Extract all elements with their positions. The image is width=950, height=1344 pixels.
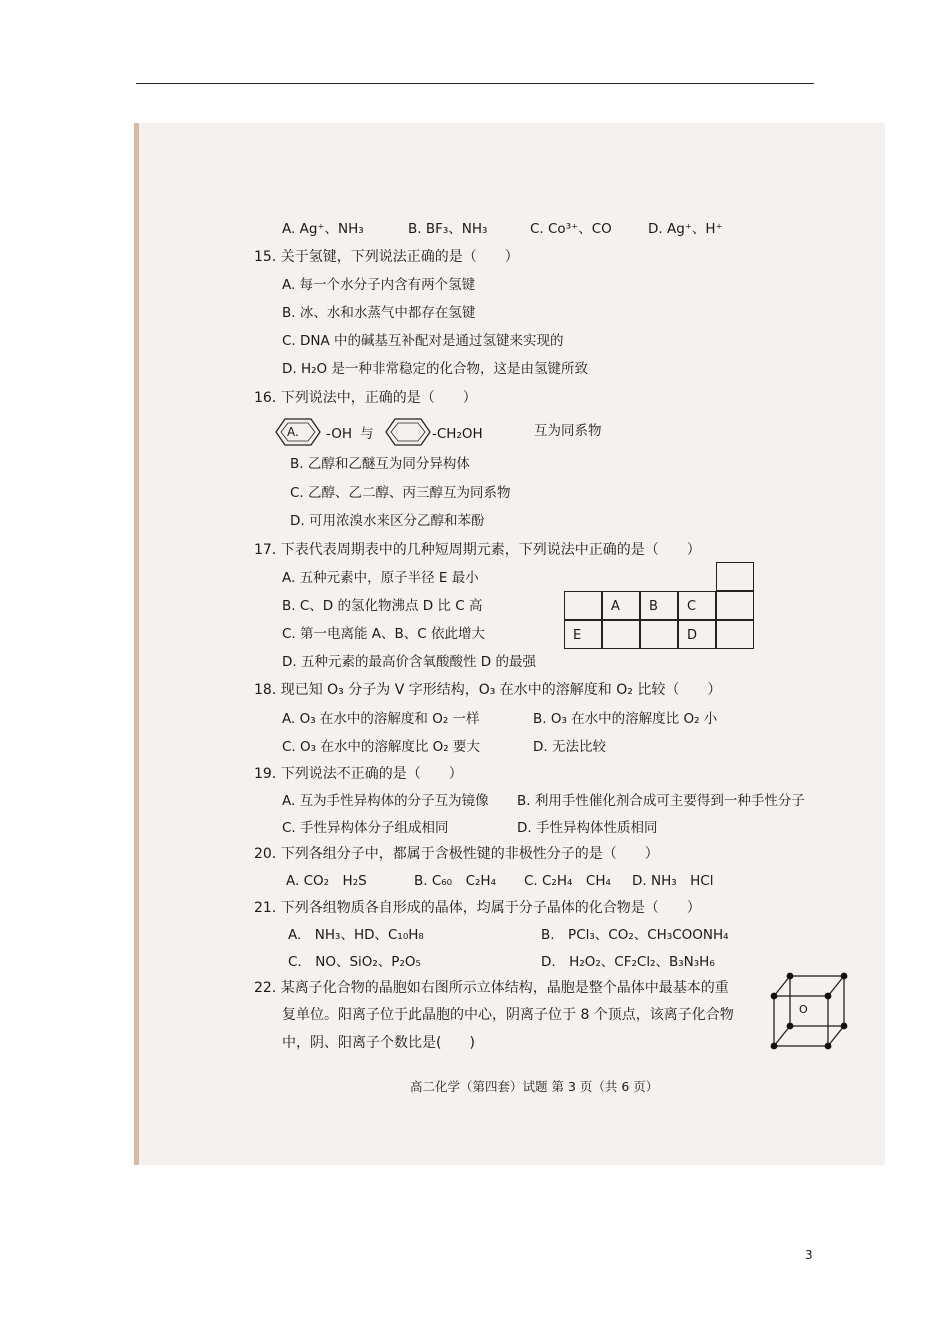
- q20-option-b: B. C₆₀ C₂H₄: [414, 873, 496, 889]
- q17-option-c: C. 第一电离能 A、B、C 依此增大: [282, 626, 486, 642]
- table-cell-c: C: [678, 591, 716, 620]
- q17-option-b: B. C、D 的氢化物沸点 D 比 C 高: [282, 598, 483, 614]
- table-cell-e: E: [564, 620, 602, 649]
- q19-option-d: D. 手性异构体性质相同: [517, 820, 658, 836]
- page-number: 3: [805, 1248, 813, 1262]
- table-cell: [640, 620, 678, 649]
- q17-option-a: A. 五种元素中，原子半径 E 最小: [282, 570, 479, 586]
- header-rule: [136, 83, 814, 84]
- table-cell: [564, 591, 602, 620]
- q21-stem: 21. 下列各组物质各自形成的晶体，均属于分子晶体的化合物是（ ）: [254, 900, 701, 916]
- table-cell: [716, 562, 754, 591]
- q16-option-a-ch2oh: -CH₂OH: [432, 426, 483, 442]
- q22-line-2: 复单位。阳离子位于此晶胞的中心，阴离子位于 8 个顶点，该离子化合物: [282, 1007, 734, 1023]
- q16-option-d: D. 可用浓溴水来区分乙醇和苯酚: [290, 513, 485, 529]
- q17-option-d: D. 五种元素的最高价含氧酸酸性 D 的最强: [282, 654, 536, 670]
- q22-line-3: 中，阴、阳离子个数比是( ): [282, 1035, 475, 1051]
- table-cell: [716, 620, 754, 649]
- table-cell-b: B: [640, 591, 678, 620]
- q15-option-a: A. 每一个水分子内含有两个氢键: [282, 277, 476, 293]
- page-footer: 高二化学（第四套）试题 第 3 页（共 6 页）: [410, 1079, 659, 1094]
- table-cell-d: D: [678, 620, 716, 649]
- crystal-center-label: O: [799, 1003, 808, 1016]
- q16-stem: 16. 下列说法中，正确的是（ ）: [254, 390, 477, 406]
- benzene-ring-icon: [376, 416, 440, 448]
- q15-option-c: C. DNA 中的碱基互补配对是通过氢键来实现的: [282, 333, 564, 349]
- q15-option-b: B. 冰、水和水蒸气中都存在氢键: [282, 305, 476, 321]
- q18-option-b: B. O₃ 在水中的溶解度比 O₂ 小: [533, 711, 718, 727]
- q16-option-b: B. 乙醇和乙醚互为同分异构体: [290, 456, 470, 472]
- q18-stem: 18. 现已知 O₃ 分子为 V 字形结构，O₃ 在水中的溶解度和 O₂ 比较（ ）: [254, 682, 722, 698]
- q20-option-d: D. NH₃ HCl: [632, 873, 714, 889]
- q19-option-c: C. 手性异构体分子组成相同: [282, 820, 449, 836]
- q18-option-d: D. 无法比较: [533, 739, 606, 755]
- q14-option-a: A. Ag⁺、NH₃: [282, 221, 364, 237]
- q19-option-a: A. 互为手性异构体的分子互为镜像: [282, 793, 489, 809]
- q14-option-b: B. BF₃、NH₃: [408, 221, 488, 237]
- table-cell-a: A: [602, 591, 640, 620]
- q16-option-a-with: 与: [360, 426, 374, 442]
- q16-option-c: C. 乙醇、乙二醇、丙三醇互为同系物: [290, 485, 511, 501]
- table-cell: [716, 591, 754, 620]
- q16-option-a-oh: -OH: [326, 426, 353, 442]
- q21-option-c: C. NO、SiO₂、P₂O₅: [288, 954, 421, 970]
- q15-stem: 15. 关于氢键，下列说法正确的是（ ）: [254, 249, 519, 265]
- q19-stem: 19. 下列说法不正确的是（ ）: [254, 766, 463, 782]
- q15-option-d: D. H₂O 是一种非常稳定的化合物，这是由氢键所致: [282, 361, 588, 377]
- q18-option-c: C. O₃ 在水中的溶解度比 O₂ 要大: [282, 739, 480, 755]
- q14-option-c: C. Co³⁺、CO: [530, 221, 612, 237]
- q19-option-b: B. 利用手性催化剂合成可主要得到一种手性分子: [517, 793, 805, 809]
- q20-stem: 20. 下列各组分子中，都属于含极性键的非极性分子的是（ ）: [254, 846, 659, 862]
- q20-option-a: A. CO₂ H₂S: [286, 873, 367, 889]
- table-cell: [602, 620, 640, 649]
- q18-option-a: A. O₃ 在水中的溶解度和 O₂ 一样: [282, 711, 480, 727]
- q20-option-c: C. C₂H₄ CH₄: [524, 873, 611, 889]
- crystal-cell-diagram: [766, 968, 852, 1052]
- q14-option-d: D. Ag⁺、H⁺: [648, 221, 723, 237]
- q21-option-a: A. NH₃、HD、C₁₀H₈: [288, 927, 424, 943]
- q21-option-d: D. H₂O₂、CF₂Cl₂、B₃N₃H₆: [541, 954, 715, 970]
- q16-option-a-label: A.: [287, 425, 299, 439]
- q17-stem: 17. 下表代表周期表中的几种短周期元素，下列说法中正确的是（ ）: [254, 542, 701, 558]
- q22-line-1: 22. 某离子化合物的晶胞如右图所示立体结构，晶胞是整个晶体中最基本的重: [254, 980, 729, 996]
- q21-option-b: B. PCl₃、CO₂、CH₃COONH₄: [541, 927, 729, 943]
- q16-option-a-tail: 互为同系物: [534, 423, 602, 439]
